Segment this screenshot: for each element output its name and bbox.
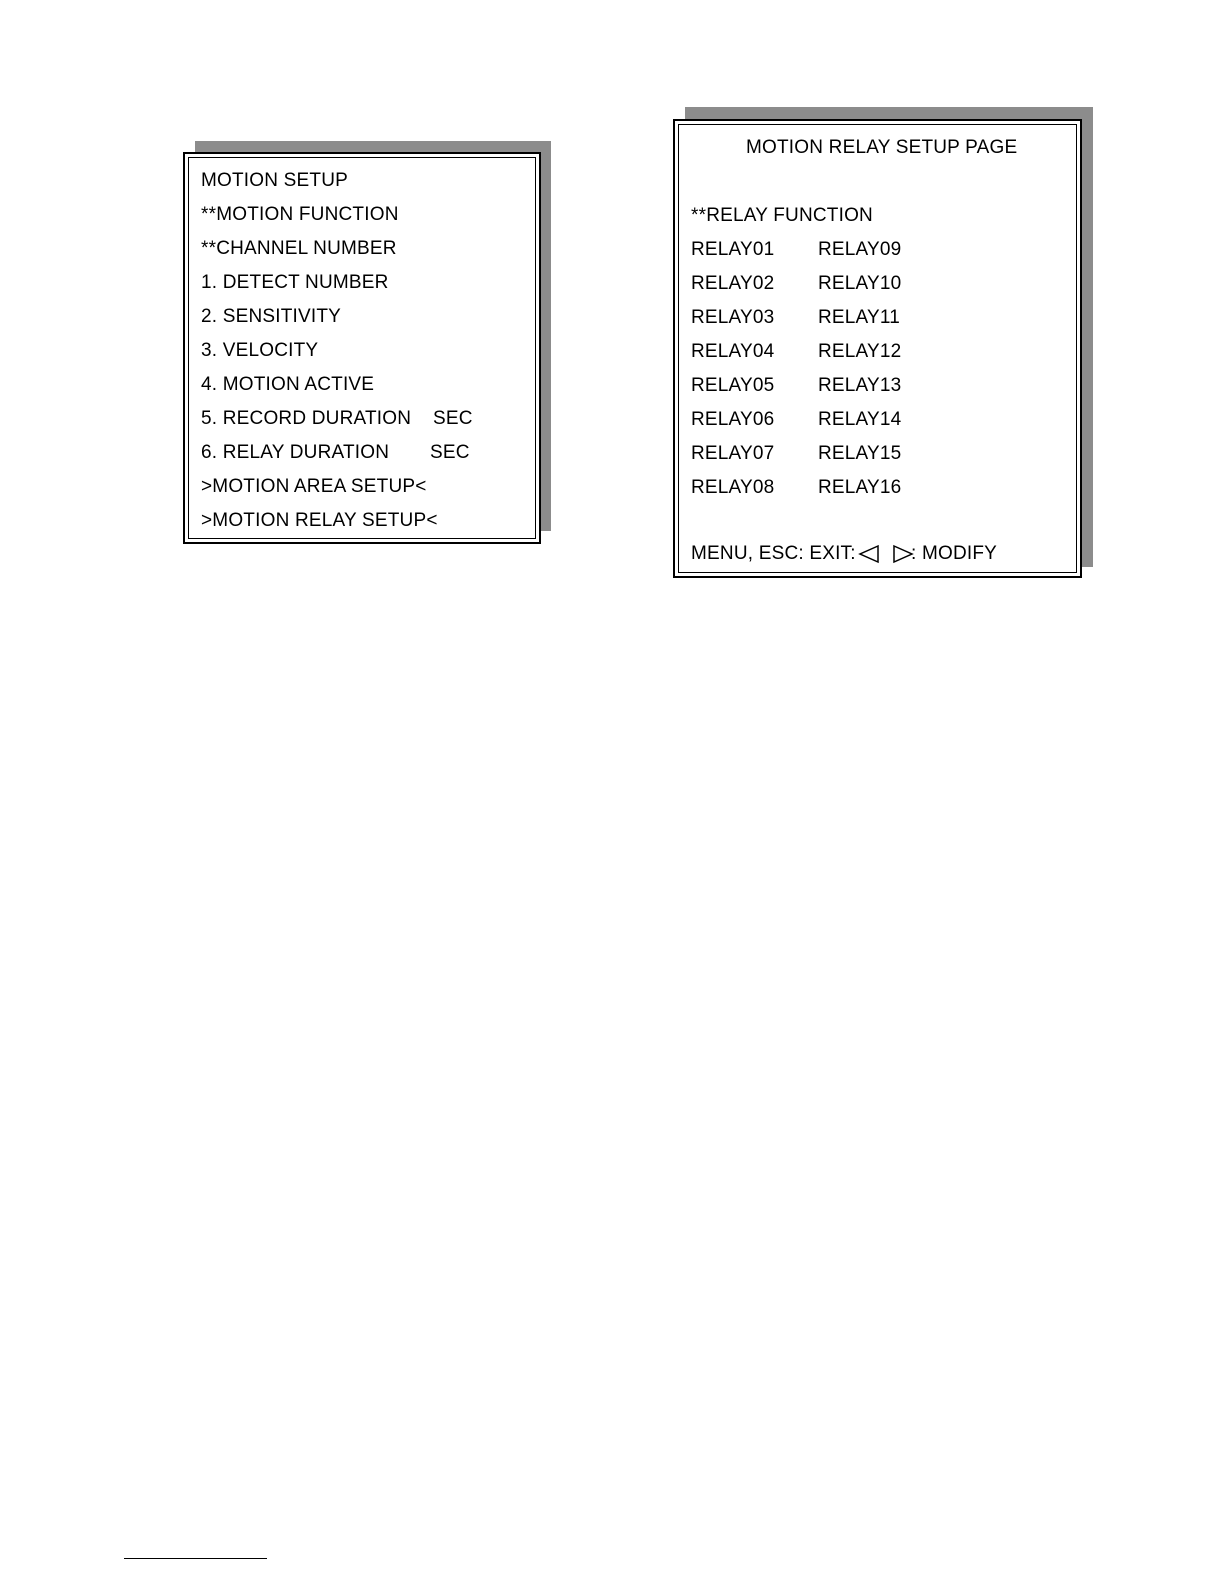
relay-05[interactable]: RELAY05 <box>691 375 775 396</box>
relay-02[interactable]: RELAY02 <box>691 273 775 294</box>
relay-11[interactable]: RELAY11 <box>818 307 901 328</box>
relay-setup-title: MOTION RELAY SETUP PAGE <box>746 137 1018 158</box>
motion-setup-panel <box>183 152 541 544</box>
relay-01[interactable]: RELAY01 <box>691 239 775 260</box>
relay-07[interactable]: RELAY07 <box>691 443 775 464</box>
relay-function-item[interactable]: **RELAY FUNCTION <box>691 205 873 226</box>
relay-06[interactable]: RELAY06 <box>691 409 775 430</box>
relay-setup-panel <box>673 119 1082 578</box>
footer-exit-hint: MENU, ESC: EXIT: <box>691 543 856 564</box>
menu-item-velocity[interactable]: 3. VELOCITY <box>201 340 319 361</box>
relay-12[interactable]: RELAY12 <box>818 341 902 362</box>
record-duration-unit: SEC <box>433 408 473 429</box>
menu-item-motion-function[interactable]: **MOTION FUNCTION <box>201 204 399 225</box>
relay-14[interactable]: RELAY14 <box>818 409 902 430</box>
menu-item-motion-relay-setup[interactable]: >MOTION RELAY SETUP< <box>201 510 438 531</box>
menu-item-record-duration[interactable]: 5. RECORD DURATION <box>201 408 412 429</box>
footnote-rule <box>124 1558 267 1559</box>
relay-13[interactable]: RELAY13 <box>818 375 902 396</box>
relay-duration-unit: SEC <box>430 442 470 463</box>
relay-09[interactable]: RELAY09 <box>818 239 902 260</box>
relay-08[interactable]: RELAY08 <box>691 477 775 498</box>
relay-15[interactable]: RELAY15 <box>818 443 902 464</box>
motion-setup-title: MOTION SETUP <box>201 170 349 191</box>
menu-item-channel-number[interactable]: **CHANNEL NUMBER <box>201 238 397 259</box>
relay-04[interactable]: RELAY04 <box>691 341 775 362</box>
relay-16[interactable]: RELAY16 <box>818 477 902 498</box>
footer-modify-hint: : MODIFY <box>911 543 998 564</box>
relay-03[interactable]: RELAY03 <box>691 307 775 328</box>
relay-10[interactable]: RELAY10 <box>818 273 902 294</box>
menu-item-sensitivity[interactable]: 2. SENSITIVITY <box>201 306 342 327</box>
menu-item-motion-area-setup[interactable]: >MOTION AREA SETUP< <box>201 476 427 497</box>
menu-item-relay-duration[interactable]: 6. RELAY DURATION <box>201 442 390 463</box>
menu-item-detect-number[interactable]: 1. DETECT NUMBER <box>201 272 389 293</box>
menu-item-motion-active[interactable]: 4. MOTION ACTIVE <box>201 374 375 395</box>
triangle-left-icon <box>858 544 880 564</box>
